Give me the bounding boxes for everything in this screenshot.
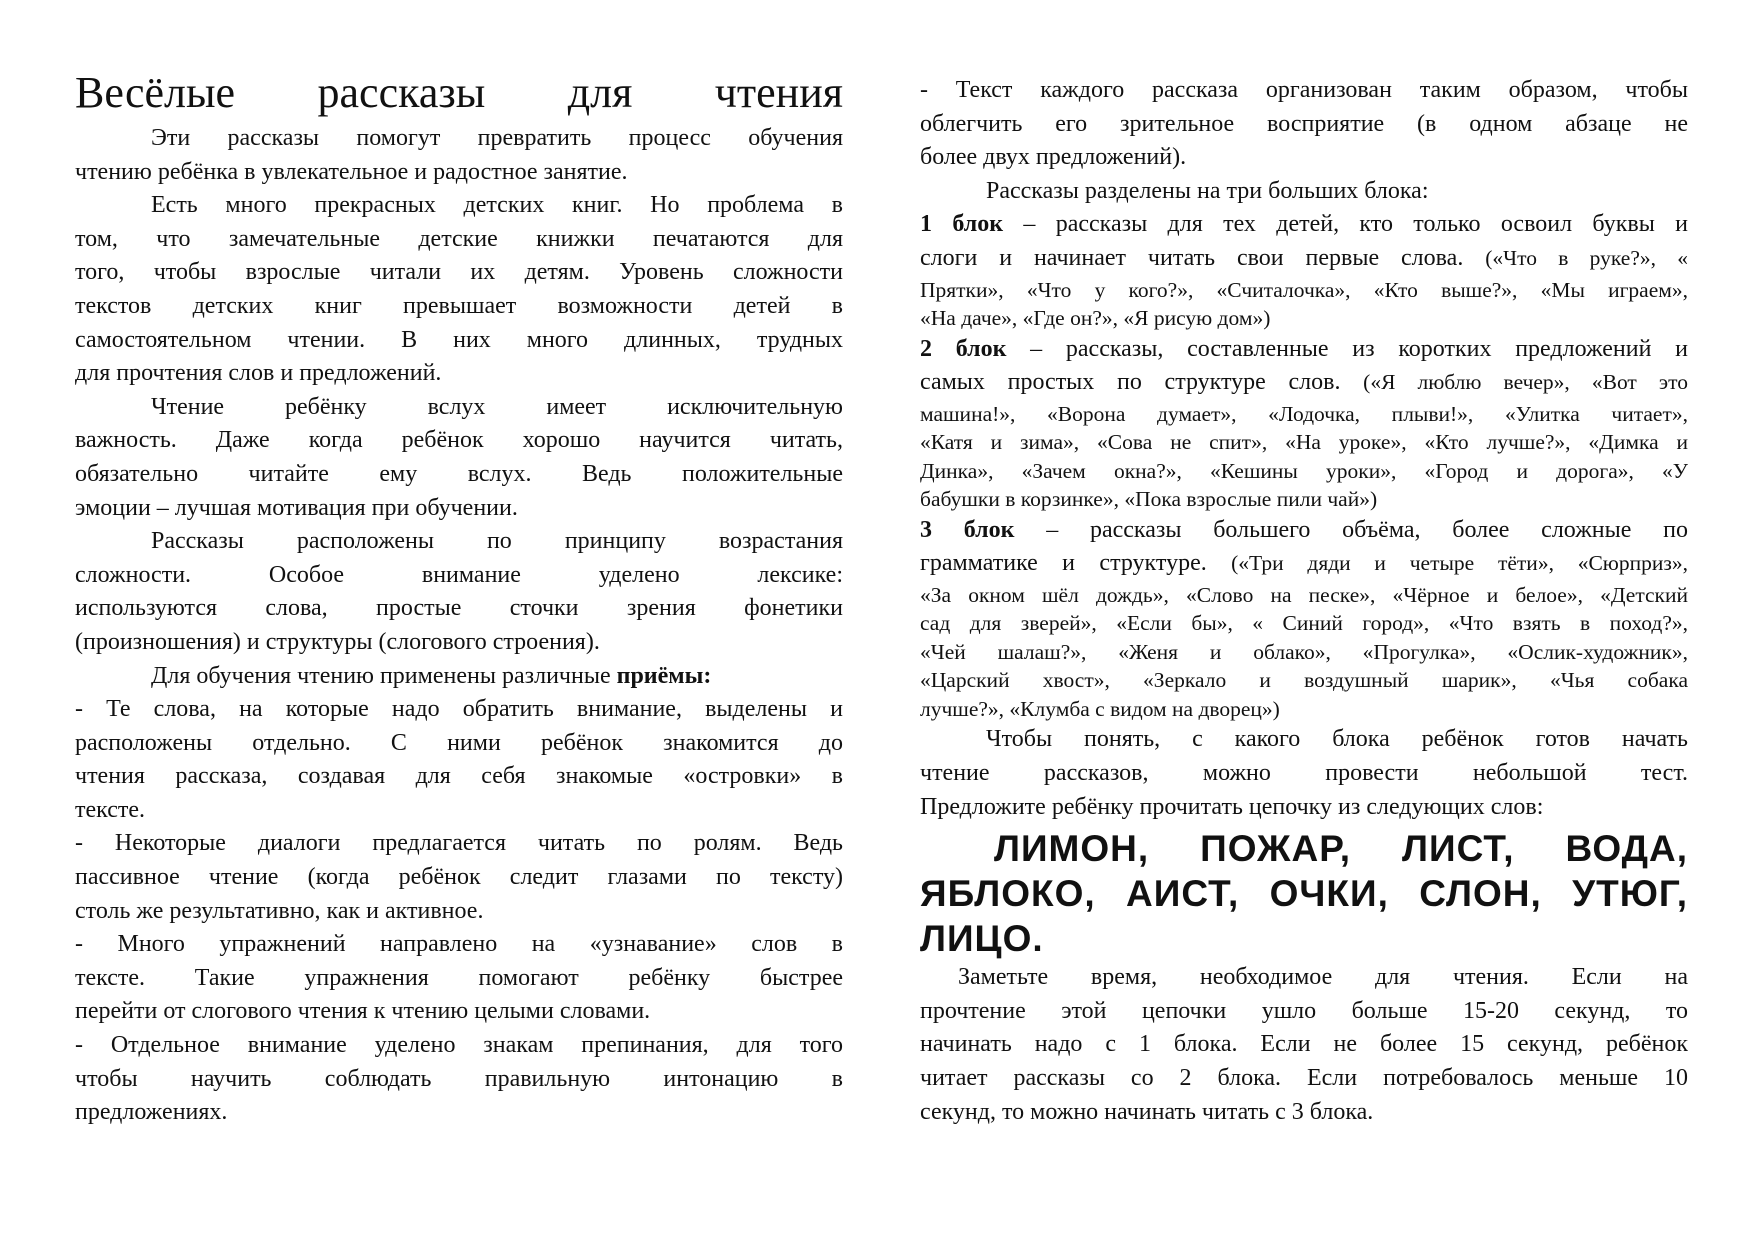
story-titles-line: бабушки в корзинке», «Пока взрослые пили чай») <box>920 487 1378 512</box>
right-column <box>920 74 1688 1129</box>
technique-line: - Те слова, на которые надо обратить внимание, выделены и <box>75 696 843 723</box>
text-line: сложности. Особое внимание уделено лексике: <box>75 561 843 588</box>
technique-line: тексте. <box>75 796 145 823</box>
story-titles-line: «На даче», «Где он?», «Я рисую дом») <box>920 306 1271 331</box>
text-line: для прочтения слов и предложений. <box>75 360 442 387</box>
technique-line: - Некоторые диалоги предлагается читать по ролям. Ведь <box>75 830 843 857</box>
technique-line: столь же результативно, как и активное. <box>75 897 484 924</box>
block-description-line <box>920 366 1688 400</box>
block-description: – рассказы для тех детей, кто только освоил буквы и <box>1003 211 1688 238</box>
text-line: Эти рассказы помогут превратить процесс обучения <box>151 125 843 151</box>
block-description-cont: самых простых по структуре слов. <box>920 369 1364 396</box>
test-word-list <box>920 826 1688 961</box>
text-line: начинать надо с 1 блока. Если не более 15 секунд, ребёнок <box>920 1031 1688 1058</box>
story-block <box>920 208 1688 332</box>
text-line: Предложите ребёнку прочитать цепочку из следующих слов: <box>920 793 1544 820</box>
test-words-line: ЛИМОН, ПОЖАР, ЛИСТ, ВОДА, <box>994 828 1688 870</box>
technique-line: пассивное чтение (когда ребёнок следит глазами по тексту) <box>75 864 843 891</box>
block-label: 1 блок <box>920 211 1004 238</box>
text-line: Рассказы расположены по принципу возрастания <box>151 528 843 555</box>
text-line: более двух предложений). <box>920 144 1187 171</box>
block-heading-line <box>920 514 1688 548</box>
text-line: читает рассказы со 2 блока. Если потребовалось меньше 10 <box>920 1065 1688 1091</box>
text-line: Чтение ребёнку вслух имеет исключительную <box>151 393 843 420</box>
closing-paragraph <box>920 961 1688 1129</box>
text-line: Есть много прекрасных детских книг. Но проблема в <box>151 192 843 219</box>
page-title: Весёлые рассказы для чтения <box>75 68 843 117</box>
block-heading-line <box>920 333 1688 367</box>
technique-line: расположены отдельно. С ними ребёнок знакомится до <box>75 729 843 756</box>
story-titles-line: «За окном шёл дождь», «Слово на песке», «Чёрное и белое», «Детский <box>920 582 1688 607</box>
techniques-label: приёмы: <box>616 662 712 689</box>
technique-line: - Отдельное внимание уделено знакам препинания, для того <box>75 1032 843 1059</box>
blocks-intro: Рассказы разделены на три больших блока: <box>986 177 1429 204</box>
technique-line: чтения рассказа, создавая для себя знакомые «островки» в <box>75 763 843 790</box>
text-line: текстов детских книг превышает возможности детей в <box>75 292 843 319</box>
left-paragraphs <box>75 122 843 660</box>
technique-line: тексте. Такие упражнения помогают ребёнку быстрее <box>75 964 843 991</box>
text-line: - Текст каждого рассказа организован таким образом, чтобы <box>920 77 1688 103</box>
story-titles-line: Прятки», «Что у кого?», «Считалочка», «Кто выше?», «Мы играем», <box>920 277 1688 302</box>
text-organization-paragraph <box>920 74 1688 175</box>
technique-line: - Много упражнений направлено на «узнавание» слов в <box>75 931 843 958</box>
story-titles-start: («Я люблю вечер», «Вот это <box>1363 370 1688 395</box>
block-description: – рассказы большего объёма, более сложные по <box>1014 516 1688 543</box>
story-titles-line: «Чей шалаш?», «Женя и облако», «Прогулка», «Ослик-художник», <box>920 639 1688 664</box>
text-line: используются слова, простые сточки зрения фонетики <box>75 595 843 622</box>
text-line: самостоятельном чтении. В них много длинных, трудных <box>75 326 843 353</box>
story-titles-line: Динка», «Зачем окна?», «Кешины уроки», «Город и дорога», «У <box>920 458 1688 483</box>
block-description-line <box>920 547 1688 581</box>
blocks-list <box>920 208 1688 723</box>
story-titles-line: лучше?», «Клумба с видом на дворец») <box>920 696 1280 721</box>
text-line: секунд, то можно начинать читать с 3 блока. <box>920 1098 1374 1125</box>
text-line: чтение рассказов, можно провести небольшой тест. <box>920 760 1688 787</box>
block-label: 2 блок <box>920 335 1007 362</box>
technique-line: предложениях. <box>75 1099 228 1126</box>
text-line: Заметьте время, необходимое для чтения. Если на <box>958 964 1688 991</box>
story-titles-line: сад для зверей», «Если бы», « Синий город», «Что взять в поход?», <box>920 611 1688 636</box>
techniques-list <box>75 693 843 1130</box>
test-words-line: ЯБЛОКО, АИСТ, ОЧКИ, СЛОН, УТЮГ, <box>920 873 1688 915</box>
technique-line: чтобы научить соблюдать правильную интонацию в <box>75 1065 843 1092</box>
story-titles-start: («Три дяди и четыре тёти», «Сюрприз», <box>1231 551 1688 576</box>
text-line: Чтобы понять, с какого блока ребёнок готов начать <box>986 726 1688 753</box>
technique-line: перейти от слогового чтения к чтению целыми словами. <box>75 998 651 1025</box>
text-line: прочтение этой цепочки ушло больше 15-20 секунд, то <box>920 997 1688 1024</box>
techniques-intro-line <box>75 660 843 694</box>
block-description: – рассказы, составленные из коротких предложений и <box>1006 335 1688 362</box>
test-paragraph <box>920 723 1688 824</box>
block-label: 3 блок <box>920 516 1015 543</box>
text-line: эмоции – лучшая мотивация при обучении. <box>75 494 518 521</box>
test-words-line: ЛИЦО. <box>920 918 1044 960</box>
text-line: важность. Даже когда ребёнок хорошо научится читать, <box>75 427 843 454</box>
story-titles-line: машина!», «Ворона думает», «Лодочка, плыви!», «Улитка читает», <box>920 401 1688 426</box>
story-titles-line: «Катя и зима», «Сова не спит», «На уроке», «Кто лучше?», «Димка и <box>920 430 1688 455</box>
text-line: облегчить его зрительное восприятие (в одном абзаце не <box>920 110 1688 137</box>
block-description-cont: грамматике и структуре. <box>920 550 1232 577</box>
text-line: том, что замечательные детские книжки печатаются для <box>75 225 843 252</box>
story-block <box>920 333 1688 514</box>
story-titles-start: («Что в руке?», « <box>1485 245 1688 270</box>
story-titles-line: «Царский хвост», «Зеркало и воздушный шарик», «Чья собака <box>920 668 1688 693</box>
block-description-line <box>920 242 1688 276</box>
techniques-intro-text: Для обучения чтению применены различные <box>151 662 617 689</box>
left-column <box>75 68 843 1130</box>
story-block <box>920 514 1688 724</box>
text-line: чтению ребёнка в увлекательное и радостное занятие. <box>75 158 628 185</box>
block-heading-line <box>920 208 1688 242</box>
block-description-cont: слоги и начинает читать свои первые слова. <box>920 244 1486 271</box>
text-line: (произношения) и структуры (слогового строения). <box>75 628 600 655</box>
text-line: обязательно читайте ему вслух. Ведь положительные <box>75 460 843 487</box>
text-line: того, чтобы взрослые читали их детям. Уровень сложности <box>75 259 843 286</box>
